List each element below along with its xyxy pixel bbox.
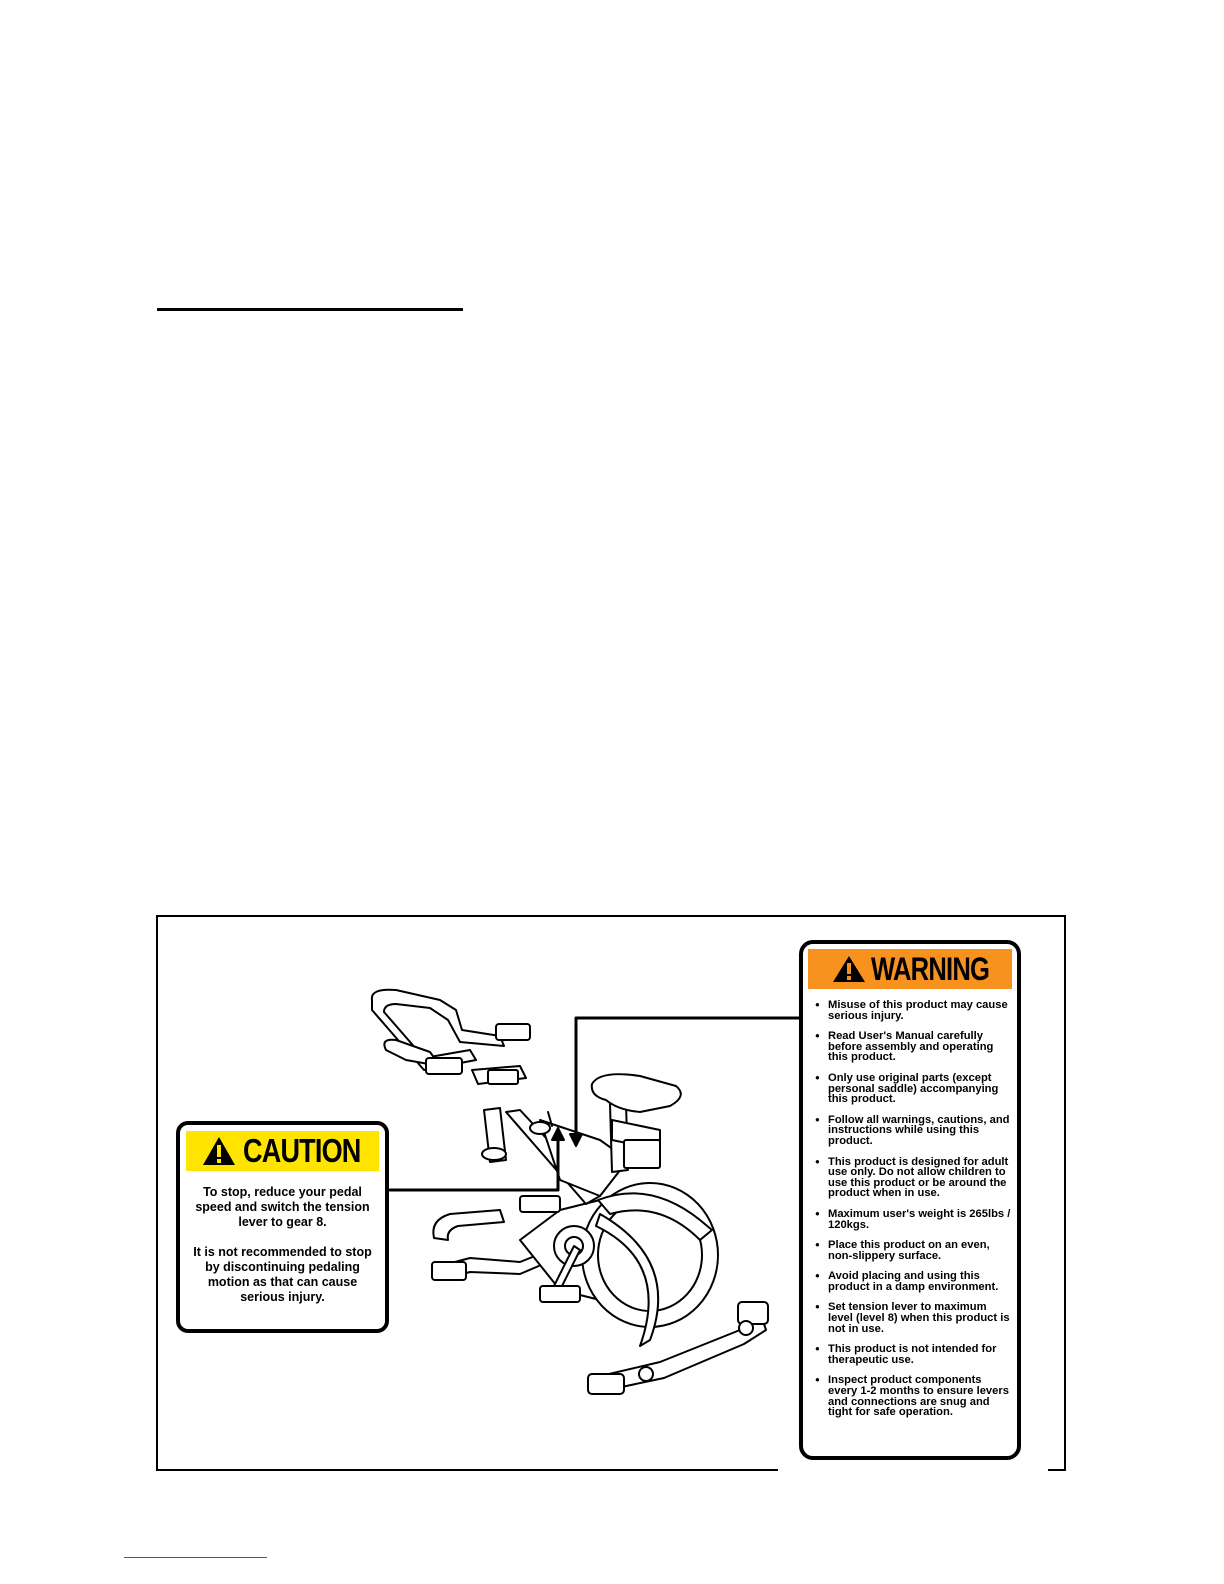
warning-item: ● Avoid placing and using this product in a damp environment.: [815, 1271, 1013, 1292]
warning-title: WARNING: [871, 950, 990, 987]
warning-list: [815, 1000, 1013, 1428]
footer-link-underline[interactable]: [124, 1557, 267, 1558]
warning-item: ● Maximum user's weight is 265lbs / 120kgs.: [815, 1209, 1013, 1230]
warning-item: ● Follow all warnings, cautions, and instructions while using this product.: [815, 1115, 1013, 1147]
warning-item: ● Only use original parts (except personal saddle) accompanying this product.: [815, 1073, 1013, 1105]
caution-paragraph: To stop, reduce your pedal speed and switch the tension lever to gear 8.: [195, 1185, 370, 1229]
warning-header: [808, 949, 1012, 989]
warning-item: ● Misuse of this product may cause serious injury.: [815, 1000, 1013, 1021]
caution-label: [176, 1121, 389, 1333]
caution-paragraph: It is not recommended to stop by discontinuing pedaling motion as that can cause serious injury.: [193, 1245, 372, 1304]
warning-item: ● Set tension lever to maximum level (level 8) when this product is not in use.: [815, 1302, 1013, 1334]
warning-triangle-icon: [201, 1135, 237, 1167]
warning-triangle-icon: [831, 954, 867, 984]
warning-label: [799, 940, 1021, 1460]
warning-item: ● This product is not intended for therapeutic use.: [815, 1344, 1013, 1365]
warning-item: ● Inspect product components every 1-2 months to ensure levers and connections are snug and tight for safe operation.: [815, 1375, 1013, 1417]
caution-title: CAUTION: [242, 1132, 361, 1169]
warning-item: ● Place this product on an even, non-slippery surface.: [815, 1240, 1013, 1261]
caution-header: [186, 1131, 379, 1171]
warning-item: ● Read User's Manual carefully before assembly and operating this product.: [815, 1031, 1013, 1063]
warning-item: ● This product is designed for adult use only. Do not allow children to use this product or be around the product when in use.: [815, 1157, 1013, 1199]
caution-text: [188, 1185, 377, 1320]
